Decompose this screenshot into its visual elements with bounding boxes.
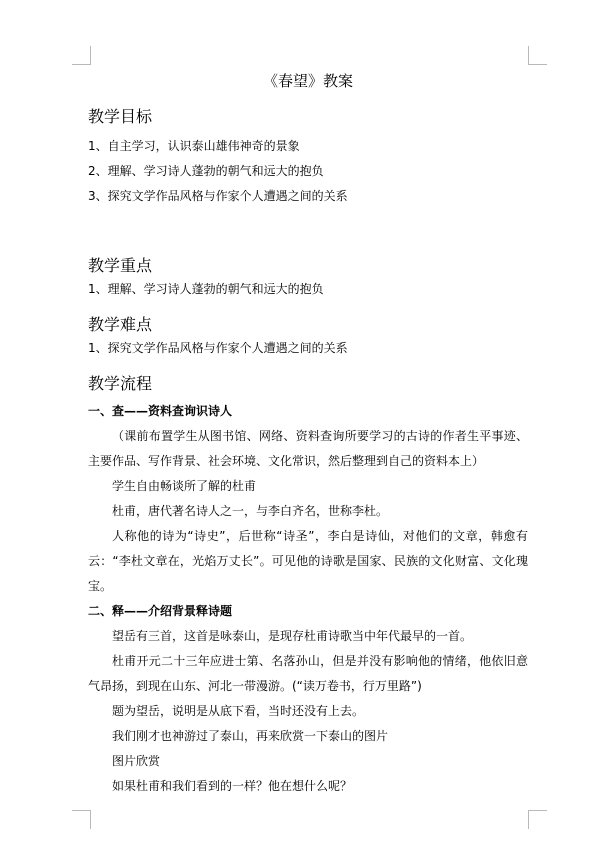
paragraph: 题为望岳，说明是从底下看，当时还没有上去。 (112, 704, 365, 718)
key-point-item: 1、理解、学习诗人蓬勃的朝气和远大的抱负 (88, 282, 324, 296)
step2-title: 二、释——介绍背景释诗题 (88, 604, 233, 618)
crop-mark-bottom-left (72, 810, 91, 829)
paragraph: 学生自由畅谈所了解的杜甫 (112, 479, 257, 493)
heading-key-points: 教学重点 (88, 256, 153, 275)
paragraph: 图片欣赏 (112, 754, 161, 768)
goal-item: 1、自主学习，认识泰山雄伟神奇的景象 (88, 139, 300, 153)
step1-title: 一、查——资料查询识诗人 (88, 404, 233, 418)
paragraph: 如果杜甫和我们看到的一样？他在想什么呢？ (112, 779, 353, 793)
paragraph: 我们刚才也神游过了泰山，再来欣赏一下泰山的图片 (112, 729, 389, 743)
heading-difficulties: 教学难点 (88, 315, 153, 334)
heading-goals: 教学目标 (88, 107, 153, 126)
document-page (88, 70, 528, 799)
crop-mark-top-left (72, 46, 91, 65)
paragraph: 杜甫开元二十三年应进士第、名落孙山，但是并没有影响他的情绪，他依旧意气昂扬，到现在山东、河北一带漫游。(“读万卷书，行万里路”) (88, 654, 528, 693)
heading-process: 教学流程 (88, 374, 153, 393)
paragraph: 杜甫，唐代著名诗人之一，与李白齐名，世称李杜。 (112, 504, 389, 518)
crop-mark-top-right (528, 46, 547, 65)
goal-item: 2、理解、学习诗人蓬勃的朝气和远大的抱负 (88, 164, 324, 178)
paragraph: （课前布置学生从图书馆、网络、资料查询所要学习的古诗的作者生平事迹、主要作品、写作背景、社会环境、文化常识，然后整理到自己的资料本上） (88, 429, 528, 468)
document-title: 《春望》教案 (262, 72, 353, 90)
goal-item: 3、探究文学作品风格与作家个人遭遇之间的关系 (88, 189, 348, 203)
difficulty-item: 1、探究文学作品风格与作家个人遭遇之间的关系 (88, 341, 348, 355)
paragraph: 人称他的诗为“诗史”，后世称“诗圣”，李白是诗仙，对他们的文章，韩愈有云：“李杜文章在，光焰万丈长”。可见他的诗歌是国家、民族的文化财富、文化瑰宝。 (88, 529, 528, 593)
paragraph: 望岳有三首，这首是咏泰山，是现存杜甫诗歌当中年代最早的一首。 (112, 629, 473, 643)
crop-mark-bottom-right (528, 810, 547, 829)
